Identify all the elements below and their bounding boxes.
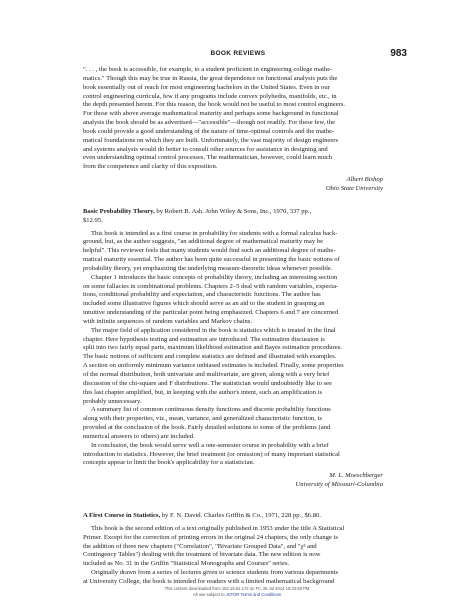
page-number: 983 — [390, 48, 407, 59]
text-line: probably unnecessary. — [83, 397, 142, 405]
footer-terms-prefix: All use subject to — [192, 592, 226, 597]
text-line: at University College, the book is intended for readers with a limited mathematical background — [83, 577, 335, 585]
terms-link[interactable]: JSTOR Terms and Conditions — [225, 592, 282, 597]
text-line: This book is the second edition of a text originally published in 1953 under the title A Statistical — [91, 524, 345, 532]
text-line: of the normal distribution, both univariate and multivariate, are given, along with a very brief — [83, 371, 330, 378]
book-heading — [83, 512, 393, 521]
footer-terms-line — [0, 592, 474, 598]
text-line: control engineering curricula, few if any programs include convex polyhedra, manifolds, etc., in — [83, 92, 337, 100]
page-header — [83, 48, 407, 62]
book-title: Basic Probability Theory, — [83, 207, 155, 215]
text-line: The major field of application considered in the book is statistics which is treated in the final — [91, 326, 336, 334]
text-line: tions, conditional probability and expectation, and characteristic functions. The author has — [83, 291, 321, 299]
text-line: and systems analysts would do better to consult other sources for assistance in designing and — [83, 145, 328, 153]
footer-download-line: This content downloaded from 152.16.51.172 on Fri, 25 Jul 2014 19:23:59 PM — [164, 586, 310, 591]
text-line: matical foundations on which they are built. Unfortunately, the vast majority of design engineers — [83, 136, 339, 144]
reviewer-name: M. L. Moeschberger — [329, 472, 383, 480]
reviewer-name: Albert Bishop — [346, 176, 383, 184]
text-line: This book is intended as a first course in probability for students with a formal calculus back- — [91, 229, 338, 237]
text-line: book could provide a good understanding of the nature of time-optimal controls and the mathe- — [83, 127, 335, 135]
text-line: helpful". This reviewer feels that many students would find such an additional degree of mathe- — [83, 247, 336, 255]
text-line: the depth presented herein. For this reason, the book would not be useful to most control engineers. — [83, 101, 346, 109]
book-info: by F. N. David. Charles Griffin & Co., 1971, 228 pp., $6.80. — [160, 511, 321, 519]
running-head: BOOK REVIEWS — [210, 50, 266, 57]
text-line: book essentially out of reach for most engineering bachelors in the United States. Even in our — [83, 83, 330, 91]
reviewer-affiliation: Ohio State University — [325, 184, 383, 192]
text-line: A summary list of common continuous density functions and discrete probability functions — [91, 406, 331, 414]
review-2-text — [83, 230, 393, 469]
text-line: the addition of three new chapters ("Correlation", "Bivariate Grouped Data", and "χ² and — [83, 542, 317, 550]
text-line: intuitive understanding of the particular point being emphasized. Chapters 6 and 7 are concerned — [83, 309, 339, 317]
text-line: ground, but, as the author suggests, "an additional degree of mathematical maturity may be — [83, 238, 323, 246]
download-footer — [0, 586, 474, 598]
text-line: chapter. Here hypothesis testing and estimation are introduced. The estimation discussion is — [83, 335, 325, 343]
text-line: from the competence and clarity of this exposition. — [83, 163, 218, 171]
text-line: In conclusion, the book would serve well a one-semester course in probability with a brief — [91, 441, 329, 449]
text-line: Chapter 1 introduces the basic concepts of probability theory, including an interesting section — [91, 273, 338, 281]
text-line: For those with above average mathematical maturity and perhaps some background in functional — [83, 110, 339, 118]
text-line: with infinite sequences of random variables and Markov chains. — [83, 317, 253, 325]
review-1-text — [83, 66, 393, 172]
text-line: concepts appear to limit the book's applicability for a statistician. — [83, 459, 255, 467]
text-line: discussion of the chi-square and F distributions. The statistician would undoubtedly like to see — [83, 379, 332, 387]
text-line: even understanding optimal control processes. The mathematician, however, could learn much — [83, 154, 333, 162]
text-line: introduction to statistics. However, the brief treatment (or omission) of many important statistical — [83, 450, 340, 458]
text-line: along with their properties, viz., mean, variance, and generalized characteristic function, is — [83, 415, 322, 423]
book-title: A First Course in Statistics, — [83, 511, 161, 519]
text-line: on some fallacies in combinational problems. Chapters 2–5 deal with random variables, expecta- — [83, 282, 339, 290]
text-line: this last chapter amplified, but, in keeping with the author's intent, such an amplification is — [83, 388, 323, 396]
page-body — [83, 66, 393, 587]
reviewer-affiliation: University of Missouri-Columbia — [295, 481, 383, 489]
text-line: provided at the conclusion of the book. Fairly detailed solutions to some of the problems (and — [83, 424, 331, 432]
text-line: included as No. 31 in the Griffin "Statistical Monographs and Courses" series. — [83, 560, 290, 568]
text-line: probability theory, yet emphasizing the underlying measure-theoretic ideas whenever possible. — [83, 264, 333, 272]
text-line: split into two fairly equal parts, maximum likelihood estimation and Bayes estimation procedures. — [83, 344, 342, 352]
text-line: analysis the book should be as advertised—"accessible"—though not readily. For these few, the — [83, 119, 336, 127]
text-line: Primer. Except for the correction of printing errors in the original 24 chapters, the only change is — [83, 533, 338, 541]
text-line: matics." Though this may be true in Russia, the great dependence on functional analysis puts the — [83, 74, 338, 82]
text-line: A section on uniformly minimum variance unbiased estimates is included. Finally, some properties — [83, 362, 344, 370]
text-line: Contingency Tables") dealing with the treatment of bivariate data. The new edition is now — [83, 551, 321, 559]
text-line: ". . . , the book is accessible, for example, to a student proficient in engineering college mathe- — [83, 66, 333, 73]
review-3-text — [83, 525, 393, 587]
text-line: numerical answers to others) are included. — [83, 432, 195, 440]
book-info: by Robert B. Ash. John Wiley & Sons, Inc., 1970, 337 pp., — [154, 207, 312, 215]
book-price: $12.95. — [83, 216, 103, 224]
text-line: Originally drawn from a series of lectures given to science students from various departments — [91, 569, 339, 577]
book-heading — [83, 208, 393, 226]
text-line: matical maturity essential. The author has been quite successful in presenting the basic notions of — [83, 256, 340, 264]
text-line: included some illustrative figures which should serve as an aid to the student in grasping an — [83, 300, 325, 308]
text-line: The basic notions of sufficient and complete statistics are defined and illustrated with examples. — [83, 353, 337, 361]
